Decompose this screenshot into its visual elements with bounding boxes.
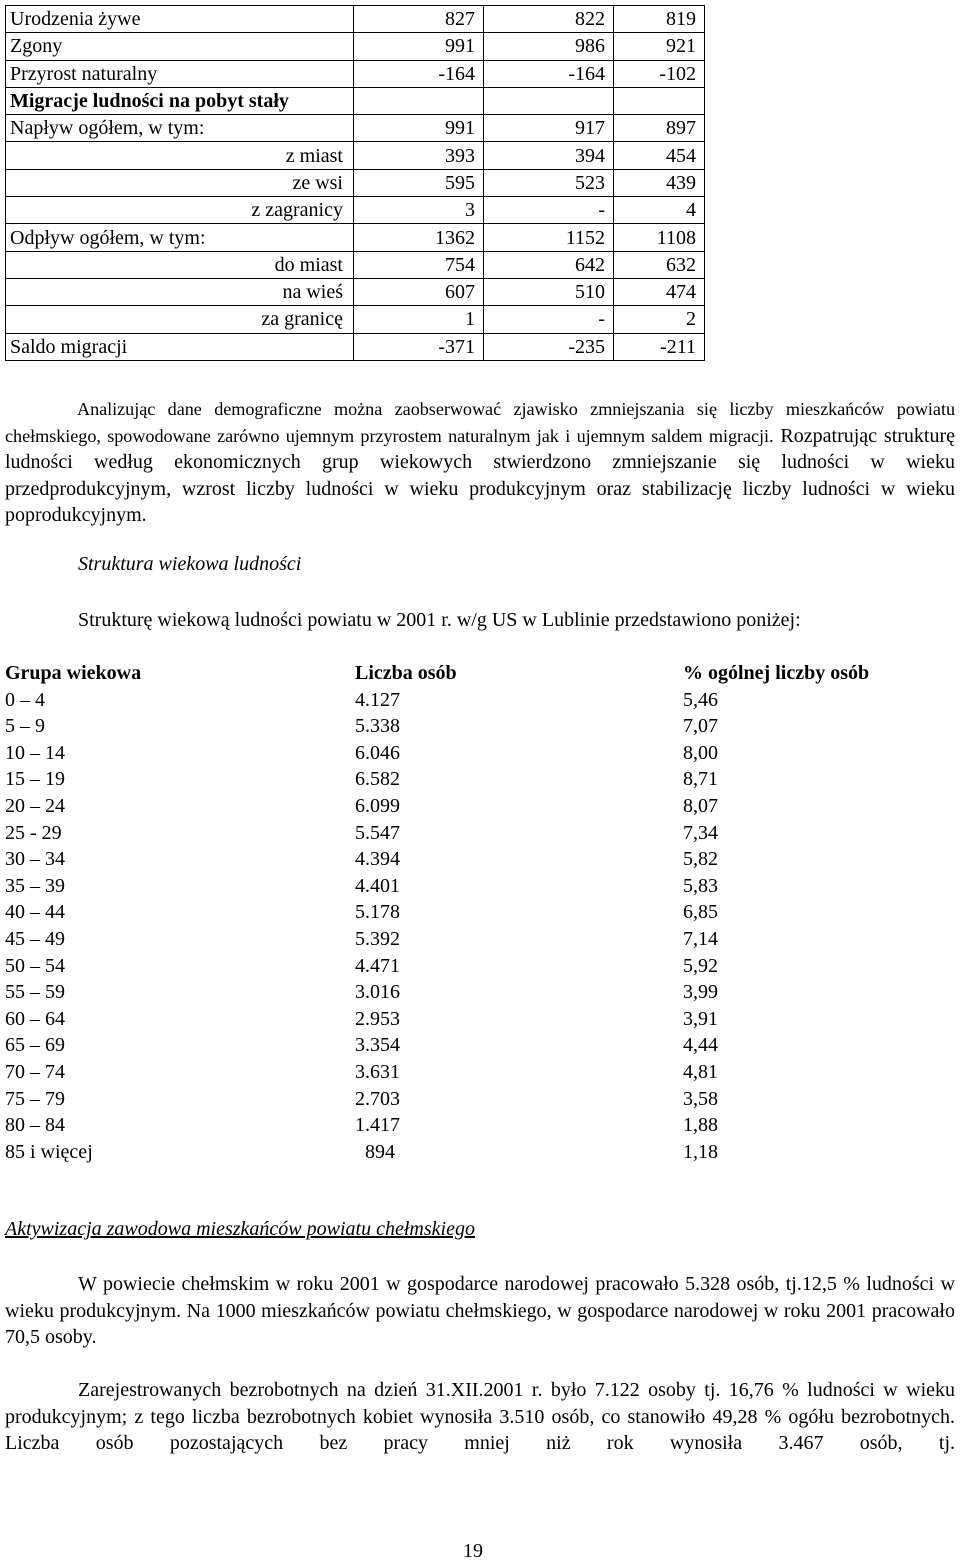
- age-group-cell: 15 – 19: [5, 768, 65, 791]
- age-group-cell: 65 – 69: [5, 1034, 65, 1057]
- age-group-cell: 25 - 29: [5, 821, 62, 844]
- demography-row-value: 439: [614, 169, 705, 196]
- age-table-row: [5, 793, 943, 820]
- demography-row-value: [484, 87, 614, 114]
- demography-row: [6, 87, 705, 114]
- person-count-cell: 3.016: [355, 981, 400, 1004]
- person-count-cell: 6.099: [355, 794, 400, 817]
- demography-row-value: 1152: [484, 224, 614, 251]
- percentage-cell: 5,92: [683, 954, 718, 977]
- percentage-cell: 5,46: [683, 688, 718, 711]
- activity-heading: Aktywizacja zawodowa mieszkańców powiatu chełmskiego: [5, 1218, 475, 1240]
- demography-row-value: 2: [614, 306, 705, 333]
- demography-row-label: Napływ ogółem, w tym:: [6, 115, 354, 142]
- demography-table-body: [6, 6, 705, 361]
- person-count-cell: 5.547: [355, 821, 400, 844]
- age-structure-heading: Struktura wiekowa ludności: [78, 553, 302, 575]
- activity-paragraph-unemployment: Zarejestrowanych bezrobotnych na dzień 31.XII.2001 r. było 7.122 osoby tj. 16,76 % ludności w wieku produkcyjnym; z tego liczba bezrobotnych kobiet wynosiła 3.510 osób, co stanowiło 49,28 % ogółu bezrobotnych. Liczba osób pozostających bez pracy mniej niż rok wynosiła 3.467 osób, tj.: [5, 1379, 955, 1454]
- demography-row-label: Odpływ ogółem, w tym:: [6, 224, 354, 251]
- age-table-row: [5, 687, 943, 714]
- demography-row-value: -164: [484, 60, 614, 87]
- demography-row-label: z miast: [6, 142, 354, 169]
- age-group-cell: 60 – 64: [5, 1007, 65, 1030]
- age-table-row: [5, 1139, 943, 1166]
- demography-row-value: 986: [484, 33, 614, 60]
- demography-row-value: 523: [484, 169, 614, 196]
- age-group-cell: 0 – 4: [5, 688, 45, 711]
- age-table-row: [5, 740, 943, 767]
- demography-row-value: 897: [614, 115, 705, 142]
- demography-row-value: 393: [354, 142, 484, 169]
- demography-row: [6, 278, 705, 305]
- demography-row-value: 474: [614, 278, 705, 305]
- demography-analysis-paragraph: [5, 396, 955, 529]
- demography-analysis-text-a: Analizując dane demograficzne można zaobserwować zjawisko zmniejszania się liczby mieszkańców powiatu chełmskiego, spowodowane zarówno ujemnym przyrostem naturalnym jak i ujemnym saldem migracji.: [5, 399, 955, 446]
- demography-row-value: 454: [614, 142, 705, 169]
- person-count-cell: 4.401: [355, 874, 400, 897]
- demography-row: [6, 60, 705, 87]
- age-table-row: [5, 846, 943, 873]
- person-count-cell: 5.178: [355, 901, 400, 924]
- age-group-cell: 50 – 54: [5, 954, 65, 977]
- person-count-cell: 5.392: [355, 927, 400, 950]
- demography-row-value: -371: [354, 333, 484, 360]
- percentage-cell: 5,83: [683, 874, 718, 897]
- demography-row-label: Saldo migracji: [6, 333, 354, 360]
- age-group-cell: 35 – 39: [5, 874, 65, 897]
- demography-row-label: Migracje ludności na pobyt stały: [6, 87, 354, 114]
- demography-row: [6, 197, 705, 224]
- demography-row-label: za granicę: [6, 306, 354, 333]
- demography-row: [6, 251, 705, 278]
- age-table-body: [5, 687, 943, 1166]
- age-table-row: [5, 953, 943, 980]
- age-table-row: [5, 713, 943, 740]
- person-count-cell: 4.127: [355, 688, 400, 711]
- age-group-cell: 85 i więcej: [5, 1140, 93, 1163]
- age-group-cell: 40 – 44: [5, 901, 65, 924]
- person-count-cell: 6.046: [355, 741, 400, 764]
- age-table-row: [5, 766, 943, 793]
- demography-row-value: 510: [484, 278, 614, 305]
- demography-row: [6, 33, 705, 60]
- age-group-cell: 10 – 14: [5, 741, 65, 764]
- demography-row-label: z zagranicy: [6, 197, 354, 224]
- demography-row-label: Zgony: [6, 33, 354, 60]
- percentage-cell: 7,34: [683, 821, 718, 844]
- demography-row: [6, 169, 705, 196]
- demography-row-value: 4: [614, 197, 705, 224]
- header-age-group: Grupa wiekowa: [5, 662, 142, 684]
- percentage-cell: 4,81: [683, 1060, 718, 1083]
- age-table-row: [5, 926, 943, 953]
- percentage-cell: 3,58: [683, 1087, 718, 1110]
- demography-row-value: 822: [484, 6, 614, 33]
- demography-row: [6, 333, 705, 360]
- age-table-header-row: [5, 660, 943, 687]
- demography-row-label: Urodzenia żywe: [6, 6, 354, 33]
- age-table-row: [5, 1112, 943, 1139]
- person-count-cell: 2.703: [355, 1087, 400, 1110]
- percentage-cell: 3,99: [683, 981, 718, 1004]
- header-person-count: Liczba osób: [355, 662, 457, 684]
- person-count-cell: 4.471: [355, 954, 400, 977]
- percentage-cell: 7,14: [683, 927, 718, 950]
- demography-row-label: ze wsi: [6, 169, 354, 196]
- demography-row-value: 1108: [614, 224, 705, 251]
- demography-row-value: 917: [484, 115, 614, 142]
- demography-row: [6, 224, 705, 251]
- age-table-row: [5, 899, 943, 926]
- age-group-cell: 5 – 9: [5, 715, 45, 738]
- demography-row-value: 819: [614, 6, 705, 33]
- age-table-row: [5, 1086, 943, 1113]
- demography-row: [6, 115, 705, 142]
- age-table-row: [5, 820, 943, 847]
- demography-row-value: 991: [354, 33, 484, 60]
- demography-row-value: 595: [354, 169, 484, 196]
- age-table-row: [5, 1006, 943, 1033]
- person-count-cell: 6.582: [355, 768, 400, 791]
- age-group-cell: 55 – 59: [5, 981, 65, 1004]
- header-percentage: % ogólnej liczby osób: [683, 662, 870, 684]
- age-table-row: [5, 1059, 943, 1086]
- percentage-cell: 5,82: [683, 848, 718, 871]
- demography-row-label: Przyrost naturalny: [6, 60, 354, 87]
- person-count-cell: 3.354: [355, 1034, 400, 1057]
- demography-row-value: [354, 87, 484, 114]
- percentage-cell: 1,88: [683, 1114, 718, 1137]
- demography-row-value: 754: [354, 251, 484, 278]
- age-group-cell: 80 – 84: [5, 1114, 65, 1137]
- demography-row-value: 1: [354, 306, 484, 333]
- demography-row-value: -211: [614, 333, 705, 360]
- percentage-cell: 8,71: [683, 768, 718, 791]
- demography-row: [6, 142, 705, 169]
- demography-row: [6, 306, 705, 333]
- person-count-cell: 3.631: [355, 1060, 400, 1083]
- demography-row-value: -: [484, 306, 614, 333]
- demography-row-value: [614, 87, 705, 114]
- percentage-cell: 4,44: [683, 1034, 718, 1057]
- demography-row-value: 394: [484, 142, 614, 169]
- demography-analysis-text-b: Rozpatrując strukturę ludności według ekonomicznych grup wiekowych stwierdzono zmniejszanie się ludności w wieku przedprodukcyjnym, wzrost liczby ludności w wieku produkcyjnym oraz stabilizację liczby ludności w wieku poprodukcyjnym.: [5, 424, 955, 526]
- demography-row-value: 632: [614, 251, 705, 278]
- demography-row-value: 607: [354, 278, 484, 305]
- demography-row-value: 827: [354, 6, 484, 33]
- age-group-cell: 30 – 34: [5, 848, 65, 871]
- demography-row-value: -: [484, 197, 614, 224]
- age-table-row: [5, 1032, 943, 1059]
- percentage-cell: 7,07: [683, 715, 718, 738]
- demography-row-value: 642: [484, 251, 614, 278]
- age-group-cell: 75 – 79: [5, 1087, 65, 1110]
- demography-row-value: -102: [614, 60, 705, 87]
- demography-row-value: -235: [484, 333, 614, 360]
- person-count-cell: 2.953: [355, 1007, 400, 1030]
- demography-row: [6, 6, 705, 33]
- percentage-cell: 1,18: [683, 1140, 718, 1163]
- demography-row-value: 921: [614, 33, 705, 60]
- page-number: 19: [463, 1540, 483, 1562]
- activity-paragraph-employment: W powiecie chełmskim w roku 2001 w gospodarce narodowej pracowało 5.328 osób, tj.12,5 % ludności w wieku produkcyjnym. Na 1000 mieszkańców powiatu chełmskiego, w gospodarce narodowej w roku 2001 pracowało 70,5 osoby.: [5, 1273, 955, 1348]
- percentage-cell: 6,85: [683, 901, 718, 924]
- demography-row-label: do miast: [6, 251, 354, 278]
- demography-row-value: 3: [354, 197, 484, 224]
- person-count-cell: 894: [355, 1140, 395, 1163]
- person-count-cell: 4.394: [355, 848, 400, 871]
- age-group-cell: 70 – 74: [5, 1060, 65, 1083]
- demography-row-value: 991: [354, 115, 484, 142]
- demography-row-value: -164: [354, 60, 484, 87]
- percentage-cell: 8,07: [683, 794, 718, 817]
- person-count-cell: 1.417: [355, 1114, 400, 1137]
- percentage-cell: 3,91: [683, 1007, 718, 1030]
- age-table-row: [5, 979, 943, 1006]
- age-group-cell: 20 – 24: [5, 794, 65, 817]
- age-structure-table: [5, 660, 943, 1165]
- age-table-row: [5, 873, 943, 900]
- age-structure-intro: Strukturę wiekową ludności powiatu w 2001 r. w/g US w Lublinie przedstawiono poniżej:: [78, 609, 801, 631]
- age-group-cell: 45 – 49: [5, 927, 65, 950]
- demography-table: [5, 5, 705, 361]
- person-count-cell: 5.338: [355, 715, 400, 738]
- percentage-cell: 8,00: [683, 741, 718, 764]
- demography-row-value: 1362: [354, 224, 484, 251]
- demography-row-label: na wieś: [6, 278, 354, 305]
